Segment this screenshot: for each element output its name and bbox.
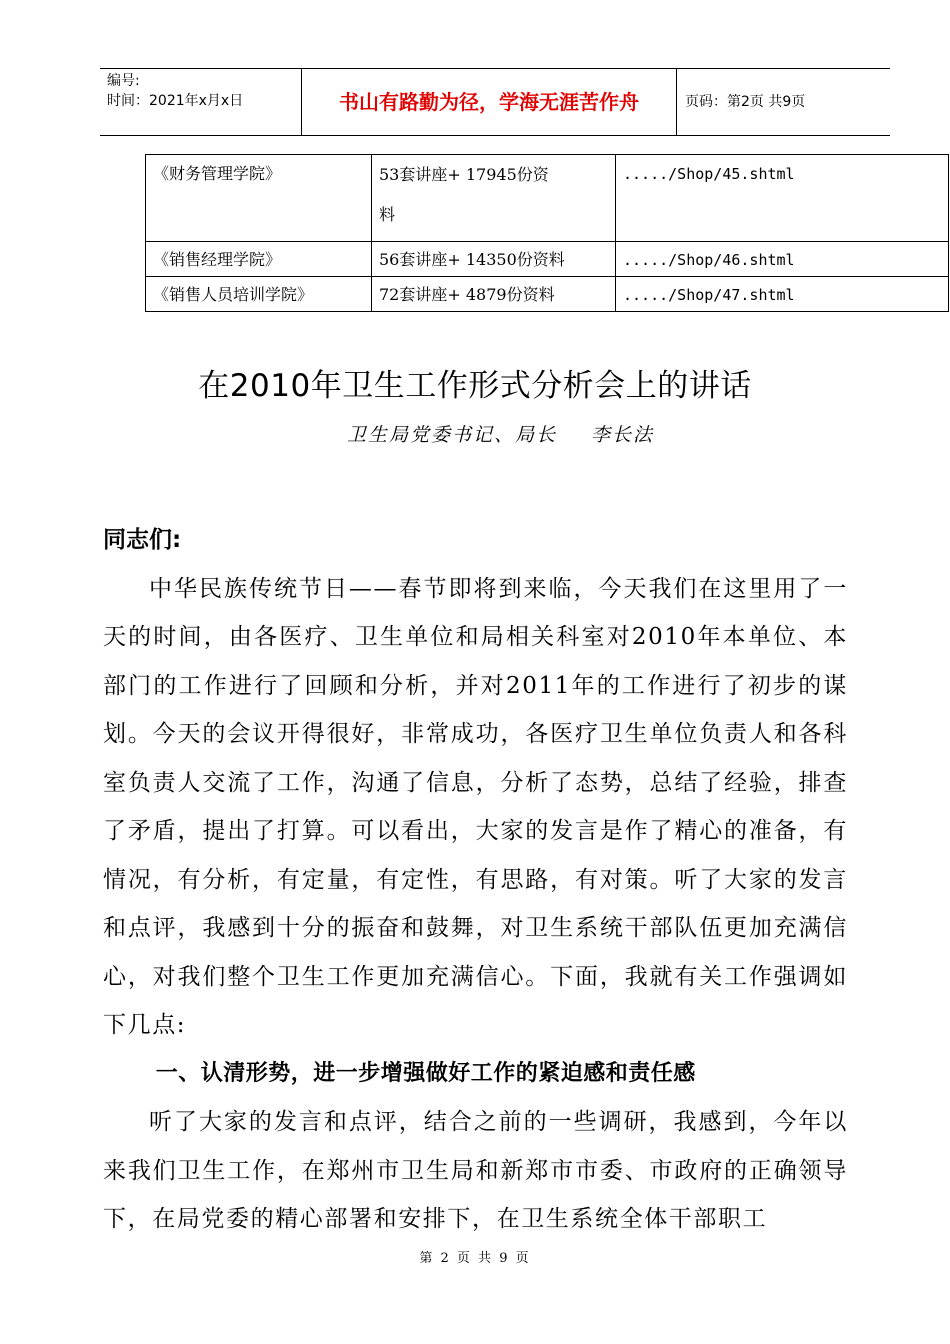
resource-content: 56套讲座+ 14350份资料: [372, 242, 616, 277]
page-header: [100, 68, 890, 136]
number-label: 编号:: [107, 73, 140, 89]
paragraph: 中华民族传统节日——春节即将到来临，今天我们在这里用了一天的时间，由各医疗、卫生单位和局相关科室对2010年本单位、本部门的工作进行了回顾和分析，并对2011年的工作进行了初步的谋划。今天的会议开得很好，非常成功，各医疗卫生单位负责人和各科室负责人交流了工作，沟通了信息，分析了态势，总结了经验，排查了矛盾，提出了打算。可以看出，大家的发言是作了精心的准备，有情况，有分析，有定量，有定性，有思路，有对策。听了大家的发言和点评，我感到十分的振奋和鼓舞，对卫生系统干部队伍更加充满信心，对我们整个卫生工作更加充满信心。下面，我就有关工作强调如下几点:: [103, 575, 848, 1038]
header-motto: 书山有路勤为径，学海无涯苦作舟: [301, 69, 677, 135]
table-row: [146, 155, 949, 242]
table-row: [146, 242, 949, 277]
page-footer: 第 2 页 共 9 页: [419, 1251, 531, 1266]
header-meta: [100, 69, 301, 135]
resource-name: 《销售人员培训学院》: [146, 277, 372, 312]
speaker-name: 李长法: [591, 424, 655, 446]
resource-content-line: 53套讲座+ 17945份资: [379, 165, 549, 184]
header-page-label: 页码：第2页 共9页: [685, 94, 806, 110]
resource-table: [145, 154, 949, 312]
section-heading: 一、认清形势，进一步增强做好工作的紧迫感和责任感: [155, 1060, 696, 1086]
resource-name: 《销售经理学院》: [146, 242, 372, 277]
table-row: [146, 277, 949, 312]
paragraph: 听了大家的发言和点评，结合之前的一些调研，我感到，今年以来我们卫生工作，在郑州市卫生局和新郑市市委、市政府的正确领导下，在局党委的精心部署和安排下，在卫生系统全体干部职工: [103, 1109, 848, 1232]
resource-link[interactable]: ...../Shop/46.shtml: [616, 242, 949, 277]
speaker-role: 卫生局党委书记、局长: [347, 424, 558, 446]
resource-link[interactable]: ...../Shop/47.shtml: [616, 277, 949, 312]
resource-content-line: 料: [379, 205, 396, 224]
resource-content: [372, 155, 616, 242]
resource-link[interactable]: ...../Shop/45.shtml: [616, 155, 949, 242]
resource-content: 72套讲座+ 4879份资料: [372, 277, 616, 312]
resource-name: 《财务管理学院》: [146, 155, 372, 242]
document-speaker: [347, 420, 654, 447]
document-body: [103, 516, 848, 1244]
greeting: 同志们:: [103, 527, 182, 553]
date-label: 时间：2021年x月x日: [107, 93, 244, 109]
document-title: 在2010年卫生工作形式分析会上的讲话: [198, 368, 752, 404]
